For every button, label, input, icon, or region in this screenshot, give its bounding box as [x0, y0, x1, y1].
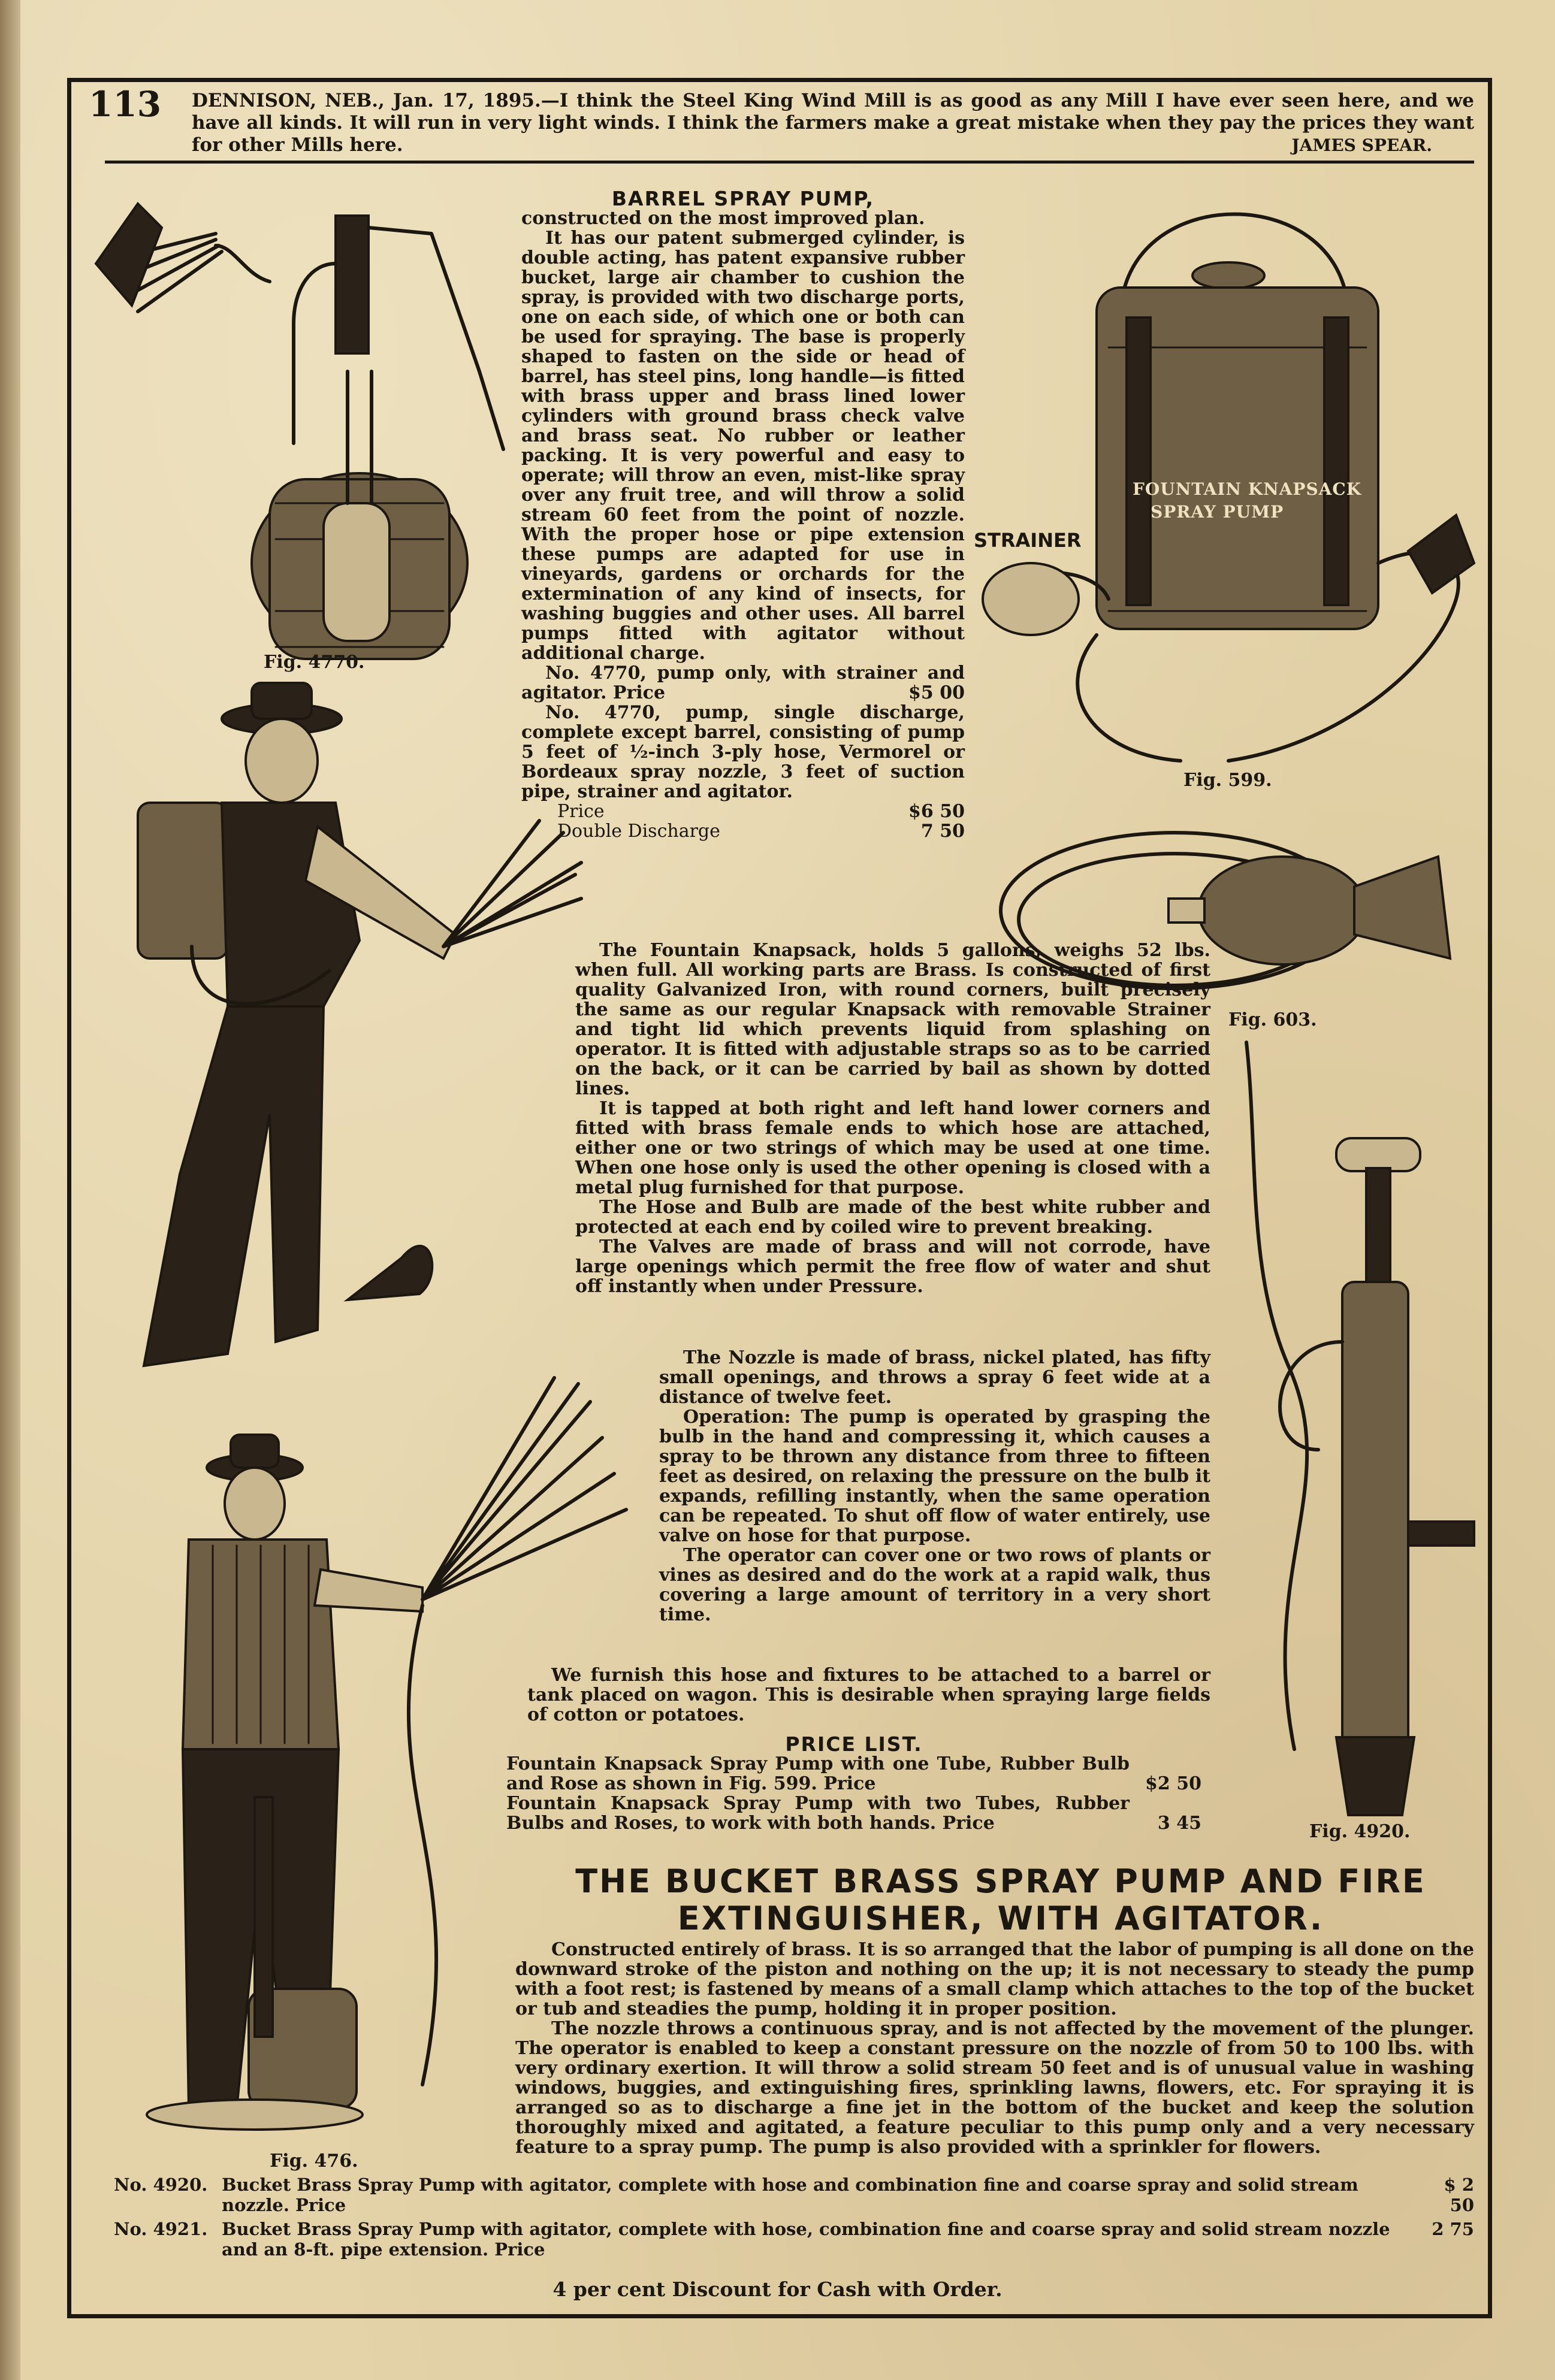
catalog-row-4921-price: 2 75 [1432, 2219, 1474, 2239]
barrel-pump-item2-label-a: Price [557, 801, 605, 822]
knapsack-tank-illustration [977, 180, 1480, 767]
catalog-row-4921 [114, 2219, 1474, 2260]
footer-discount-note: 4 per cent Discount for Cash with Order. [552, 2278, 1003, 2301]
barrel-pump-item2-price-a: $6 50 [908, 801, 965, 822]
price-list-row2-desc: Fountain Knapsack Spray Pump with two Tubes, Rubber Bulbs and Roses, to work with both hands. Price [506, 1793, 1130, 1834]
header-rule [105, 161, 1474, 164]
page-number: 113 [89, 84, 162, 125]
bucket-pump-para2: The nozzle throws a continuous spray, and is not affected by the movement of the plunger. The operator is enabled to keep a constant pressure on the nozzle of from 50 to 100 lbs. with very ordinary exertion. It will throw a solid stream 50 feet and is of unusual value in washing windows, buggies, and extinguishing fires, sprinkling lawns, flowers, etc. For spraying it is arranged so as to discharge a fine jet in the bottom of the bucket and keep the solution thoroughly mixed and agitated, a feature peculiar to this pump only and a very necessary feature to a spray pump. The pump is also provided with a sprinkler for flowers. [515, 2018, 1474, 2158]
barrel-pump-item2-price-b: 7 50 [920, 821, 965, 842]
knapsack-operation [659, 1407, 1210, 1546]
catalog-row-4920-desc: Bucket Brass Spray Pump with agitator, complete with hose and combination fine and coarse spray and solid stream nozzle. Price [222, 2175, 1358, 2215]
strainer-label: STRAINER [974, 529, 1082, 552]
catalog-row-4920-no: No. 4920. [114, 2175, 208, 2195]
knapsack-operation-lead: Operation: [683, 1407, 791, 1428]
knapsack-hose [575, 1197, 1210, 1237]
barrel-pump-intro: constructed on the most improved plan. [521, 208, 925, 229]
knapsack-valves [575, 1237, 1210, 1296]
knapsack-operation-text: The pump is operated by grasping the bulb in the hand and compressing it, which causes a spray to be thrown any distance from three to fifteen feet as desired, on relaxing the pressure on the bulb it expands, refilling instantly, when the same operation can be repeated. To shut off flow of water entirely, use valve on hose for that purpose. [659, 1407, 1211, 1546]
price-list-row1-price: $2 50 [1145, 1773, 1201, 1794]
furnish-text: We furnish this hose and fixtures to be attached to a barrel or tank placed on wagon. This is desirable when spraying large fields of cotton or potatoes. [527, 1665, 1210, 1725]
knapsack-para1-text: holds 5 gallons, weighs 52 lbs. when full. All working parts are Brass. Is constructed of first quality Galvanized Iron, with round corners, built precisely the same as our regular Knapsack with removable Strainer and tight lid which prevents liquid from splashing on operator. It is fitted with adjustable straps so as to be carried on the back, or it can be carried by bail as shown by dotted lines. [575, 940, 1210, 1099]
bucket-brass-pump-illustration [1222, 1030, 1498, 1821]
tank-label-line2: SPRAY PUMP [1151, 502, 1284, 522]
price-list-title: PRICE LIST. [785, 1732, 923, 1756]
catalog-row-4921-no: No. 4921. [114, 2219, 208, 2239]
knapsack-section [575, 940, 1210, 1296]
bucket-pump-para1: Constructed entirely of brass. It is so arranged that the labor of pumping is all done on the downward stroke of the piston and nothing on the up; it is not necessary to steady the pump with a foot rest; is fastened by means of a small clamp which attaches to the top of the bucket or tub and steadies the pump, holding it in proper position. [515, 1939, 1474, 2019]
catalog-row-4920-price: $ 2 50 [1444, 2175, 1474, 2215]
knapsack-valves-lead: The Valves [599, 1236, 711, 1257]
price-list [506, 1734, 1201, 1833]
fig-599-label: Fig. 599. [1183, 770, 1272, 791]
barrel-pump-item1-desc: No. 4770, pump only, with strainer and agitator. Price [521, 663, 965, 703]
testimonial-text: DENNISON, NEB., Jan. 17, 1895.—I think the Steel King Wind Mill is as good as any Mill I have ever seen here, and we have all kinds. It will run in very light winds. I think the farmers make a great mistake when they pay the prices they want for other Mills here. [192, 90, 1474, 156]
man-with-knapsack-illustration [120, 683, 593, 1378]
knapsack-hose-lead: The Hose and Bulb [599, 1197, 799, 1218]
knapsack-nozzle-text: is made of brass, nickel plated, has fifty small openings, and throws a spray 6 feet wide at a distance of twelve feet. [659, 1347, 1210, 1408]
knapsack-hose-text: are made of the best white rubber and protected at each end by coiled wire to prevent breaking. [575, 1197, 1211, 1238]
price-list-row-1 [506, 1754, 1201, 1794]
knapsack-para1 [575, 940, 1210, 1099]
fig-476-label: Fig. 476. [270, 2151, 358, 2172]
bucket-pump-heading-line1: THE BUCKET BRASS SPRAY PUMP AND FIRE [575, 1862, 1426, 1900]
knapsack-operator-text: The operator can cover one or two rows of plants or vines as desired and do the work at a rapid walk, thus covering a large amount of territory in a very short time. [659, 1545, 1210, 1625]
testimonial-signature: JAMES SPEAR. [1291, 135, 1432, 155]
catalog-row-4920 [114, 2175, 1474, 2215]
testimonial [192, 90, 1474, 156]
knapsack-nozzle-lead: The Nozzle [683, 1347, 796, 1368]
barrel-pump-illustration [96, 192, 527, 659]
bucket-pump-catalog [114, 2175, 1474, 2263]
barrel-pump-item2-desc: No. 4770, pump, single discharge, complete except barrel, consisting of pump 5 feet of ½-inch 3-ply hose, Vermorel or Bordeaux spray nozzle, 3 feet of suction pipe, strainer and agitator. [521, 702, 965, 802]
barrel-pump-item1-price: $5 00 [908, 682, 965, 703]
knapsack-section-2 [659, 1348, 1210, 1625]
knapsack-valves-text: are made of brass and will not corrode, have large openings which permit the free flow of water and shut off instantly when under Pressure. [575, 1236, 1211, 1297]
knapsack-para2: It is tapped at both right and left hand lower corners and fitted with brass female ends to which hose are attached, either one or two strings of which may be used at one time. When one hose only is used the other opening is closed with a metal plug furnished for that purpose. [575, 1098, 1210, 1198]
knapsack-nozzle [659, 1348, 1210, 1407]
tank-label-line1: FOUNTAIN KNAPSACK [1133, 479, 1362, 499]
bucket-pump-heading [527, 1863, 1474, 1937]
barrel-pump-title: BARREL SPRAY PUMP, [611, 187, 875, 210]
knapsack-lead: The Fountain Knapsack, [599, 940, 857, 961]
catalog-row-4921-desc: Bucket Brass Spray Pump with agitator, complete with hose, combination fine and coarse spray and solid stream nozzle and an 8-ft. pipe extension. Price [222, 2219, 1390, 2260]
barrel-pump-body: It has our patent submerged cylinder, is double acting, has patent expansive rubber bucket, large air chamber to cushion the spray, is provided with two discharge ports, one on each side, of which one or both can be used for spraying. The base is properly shaped to fasten on the side or head of barrel, has steel pins, long handle—is fitted with brass upper and brass lined lower cylinders with ground brass check valve and brass seat. No rubber or leather packing. It is very powerful and easy to operate; will throw an even, mist-like spray over any fruit tree, and will throw a solid stream 60 feet from the point of nozzle. With the proper hose or pipe extension these pumps are adapted for use in vineyards, gardens or orchards for the extermination of any kind of insects, for washing buggies and other uses. All barrel pumps fitted with agitator without additional charge. [521, 228, 965, 664]
bucket-pump-description [515, 1940, 1474, 2157]
book-spine-edge [0, 0, 20, 2380]
fig-603-label: Fig. 603. [1228, 1009, 1317, 1030]
fig-4770-label: Fig. 4770. [264, 652, 365, 673]
furnish-note [527, 1665, 1210, 1725]
bucket-pump-heading-line2: EXTINGUISHER, WITH AGITATOR. [677, 1900, 1324, 1937]
fig-4920-label: Fig. 4920. [1309, 1821, 1411, 1842]
price-list-row1-desc: Fountain Knapsack Spray Pump with one Tube, Rubber Bulb and Rose as shown in Fig. 599. Price [506, 1753, 1130, 1794]
price-list-row-2 [506, 1794, 1201, 1833]
barrel-pump-item2-label-b: Double Discharge [557, 821, 720, 842]
price-list-row2-price: 3 45 [1157, 1813, 1201, 1834]
